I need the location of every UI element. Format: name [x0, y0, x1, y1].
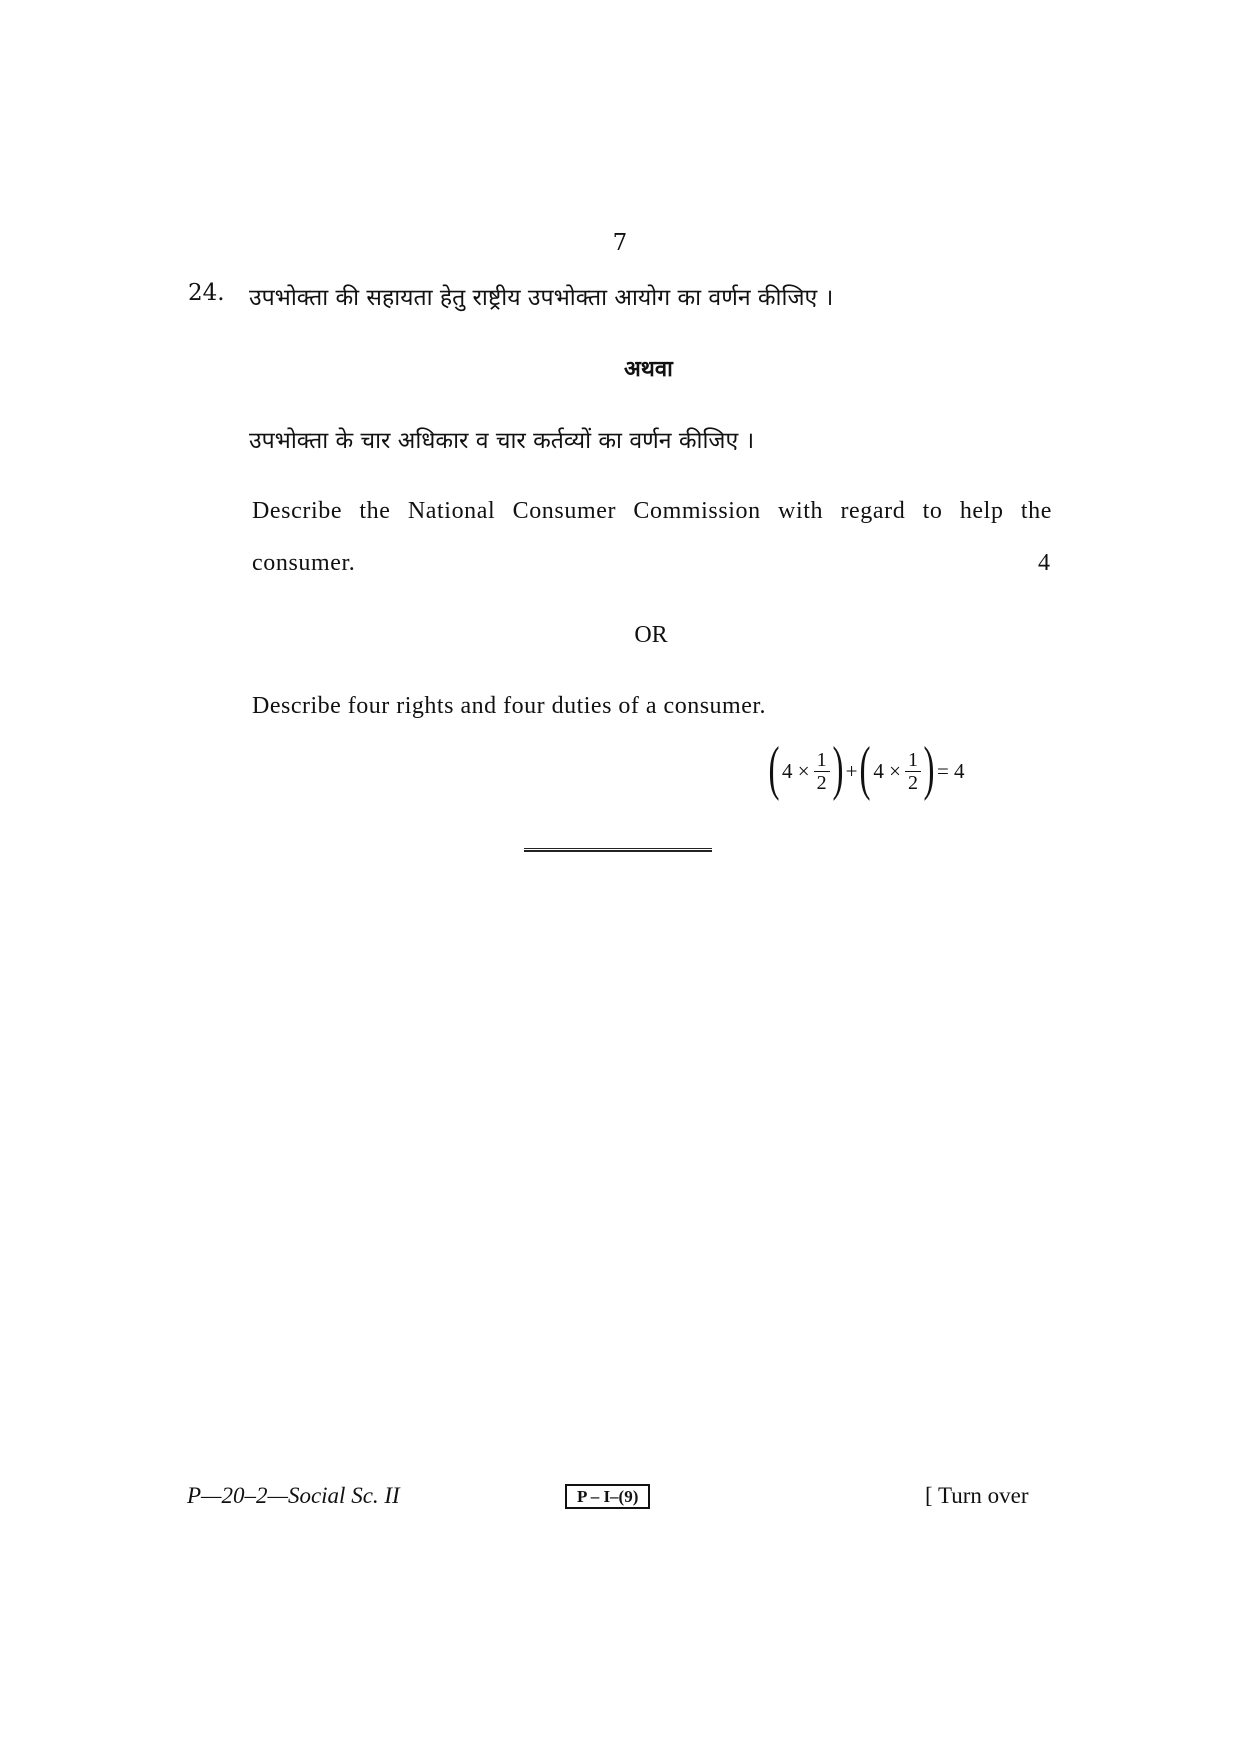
end-divider: [524, 848, 712, 852]
question-hindi-text: उपभोक्ता की सहायता हेतु राष्ट्रीय उपभोक्ता आयोग का वर्णन कीजिए ।: [249, 285, 834, 311]
formula-plus: +: [845, 758, 858, 783]
right-paren-2: ): [923, 735, 935, 801]
fraction-2-numerator: 1: [905, 749, 921, 772]
alternative-hindi-text: उपभोक्ता के चार अधिकार व चार कर्तव्यों का वर्णन कीजिए ।: [249, 428, 755, 454]
page-number: 7: [612, 230, 628, 256]
right-paren-1: ): [832, 735, 844, 801]
fraction-1-denominator: 2: [816, 771, 827, 794]
or-english-label: OR: [634, 622, 668, 648]
formula-term2-whole: 4 ×: [873, 758, 901, 783]
alternative-english-text: Describe four rights and four duties of a consumer.: [252, 693, 767, 719]
question-english-line-1: Describe the National Consumer Commission with regard to help the: [252, 498, 1052, 524]
marks-formula: [768, 735, 967, 802]
footer-box-code: P – I–(9): [565, 1484, 650, 1509]
footer-paper-code: P—20–2—Social Sc. II: [187, 1483, 400, 1508]
left-paren-1: (: [768, 735, 780, 801]
question-number: 24.: [188, 280, 225, 306]
formula-fraction-2: [905, 749, 921, 794]
formula-fraction-1: [814, 749, 830, 794]
left-paren-2: (: [859, 735, 871, 801]
formula-equals: = 4: [936, 758, 965, 783]
or-hindi-label: अथवा: [624, 357, 673, 382]
formula-term1-whole: 4 ×: [781, 758, 810, 783]
footer-turn-over: [ Turn over: [925, 1483, 1029, 1508]
fraction-2-denominator: 2: [907, 771, 918, 794]
question-english-line-2: consumer.: [252, 550, 356, 576]
marks-label: 4: [1038, 550, 1050, 576]
fraction-1-numerator: 1: [814, 749, 830, 772]
